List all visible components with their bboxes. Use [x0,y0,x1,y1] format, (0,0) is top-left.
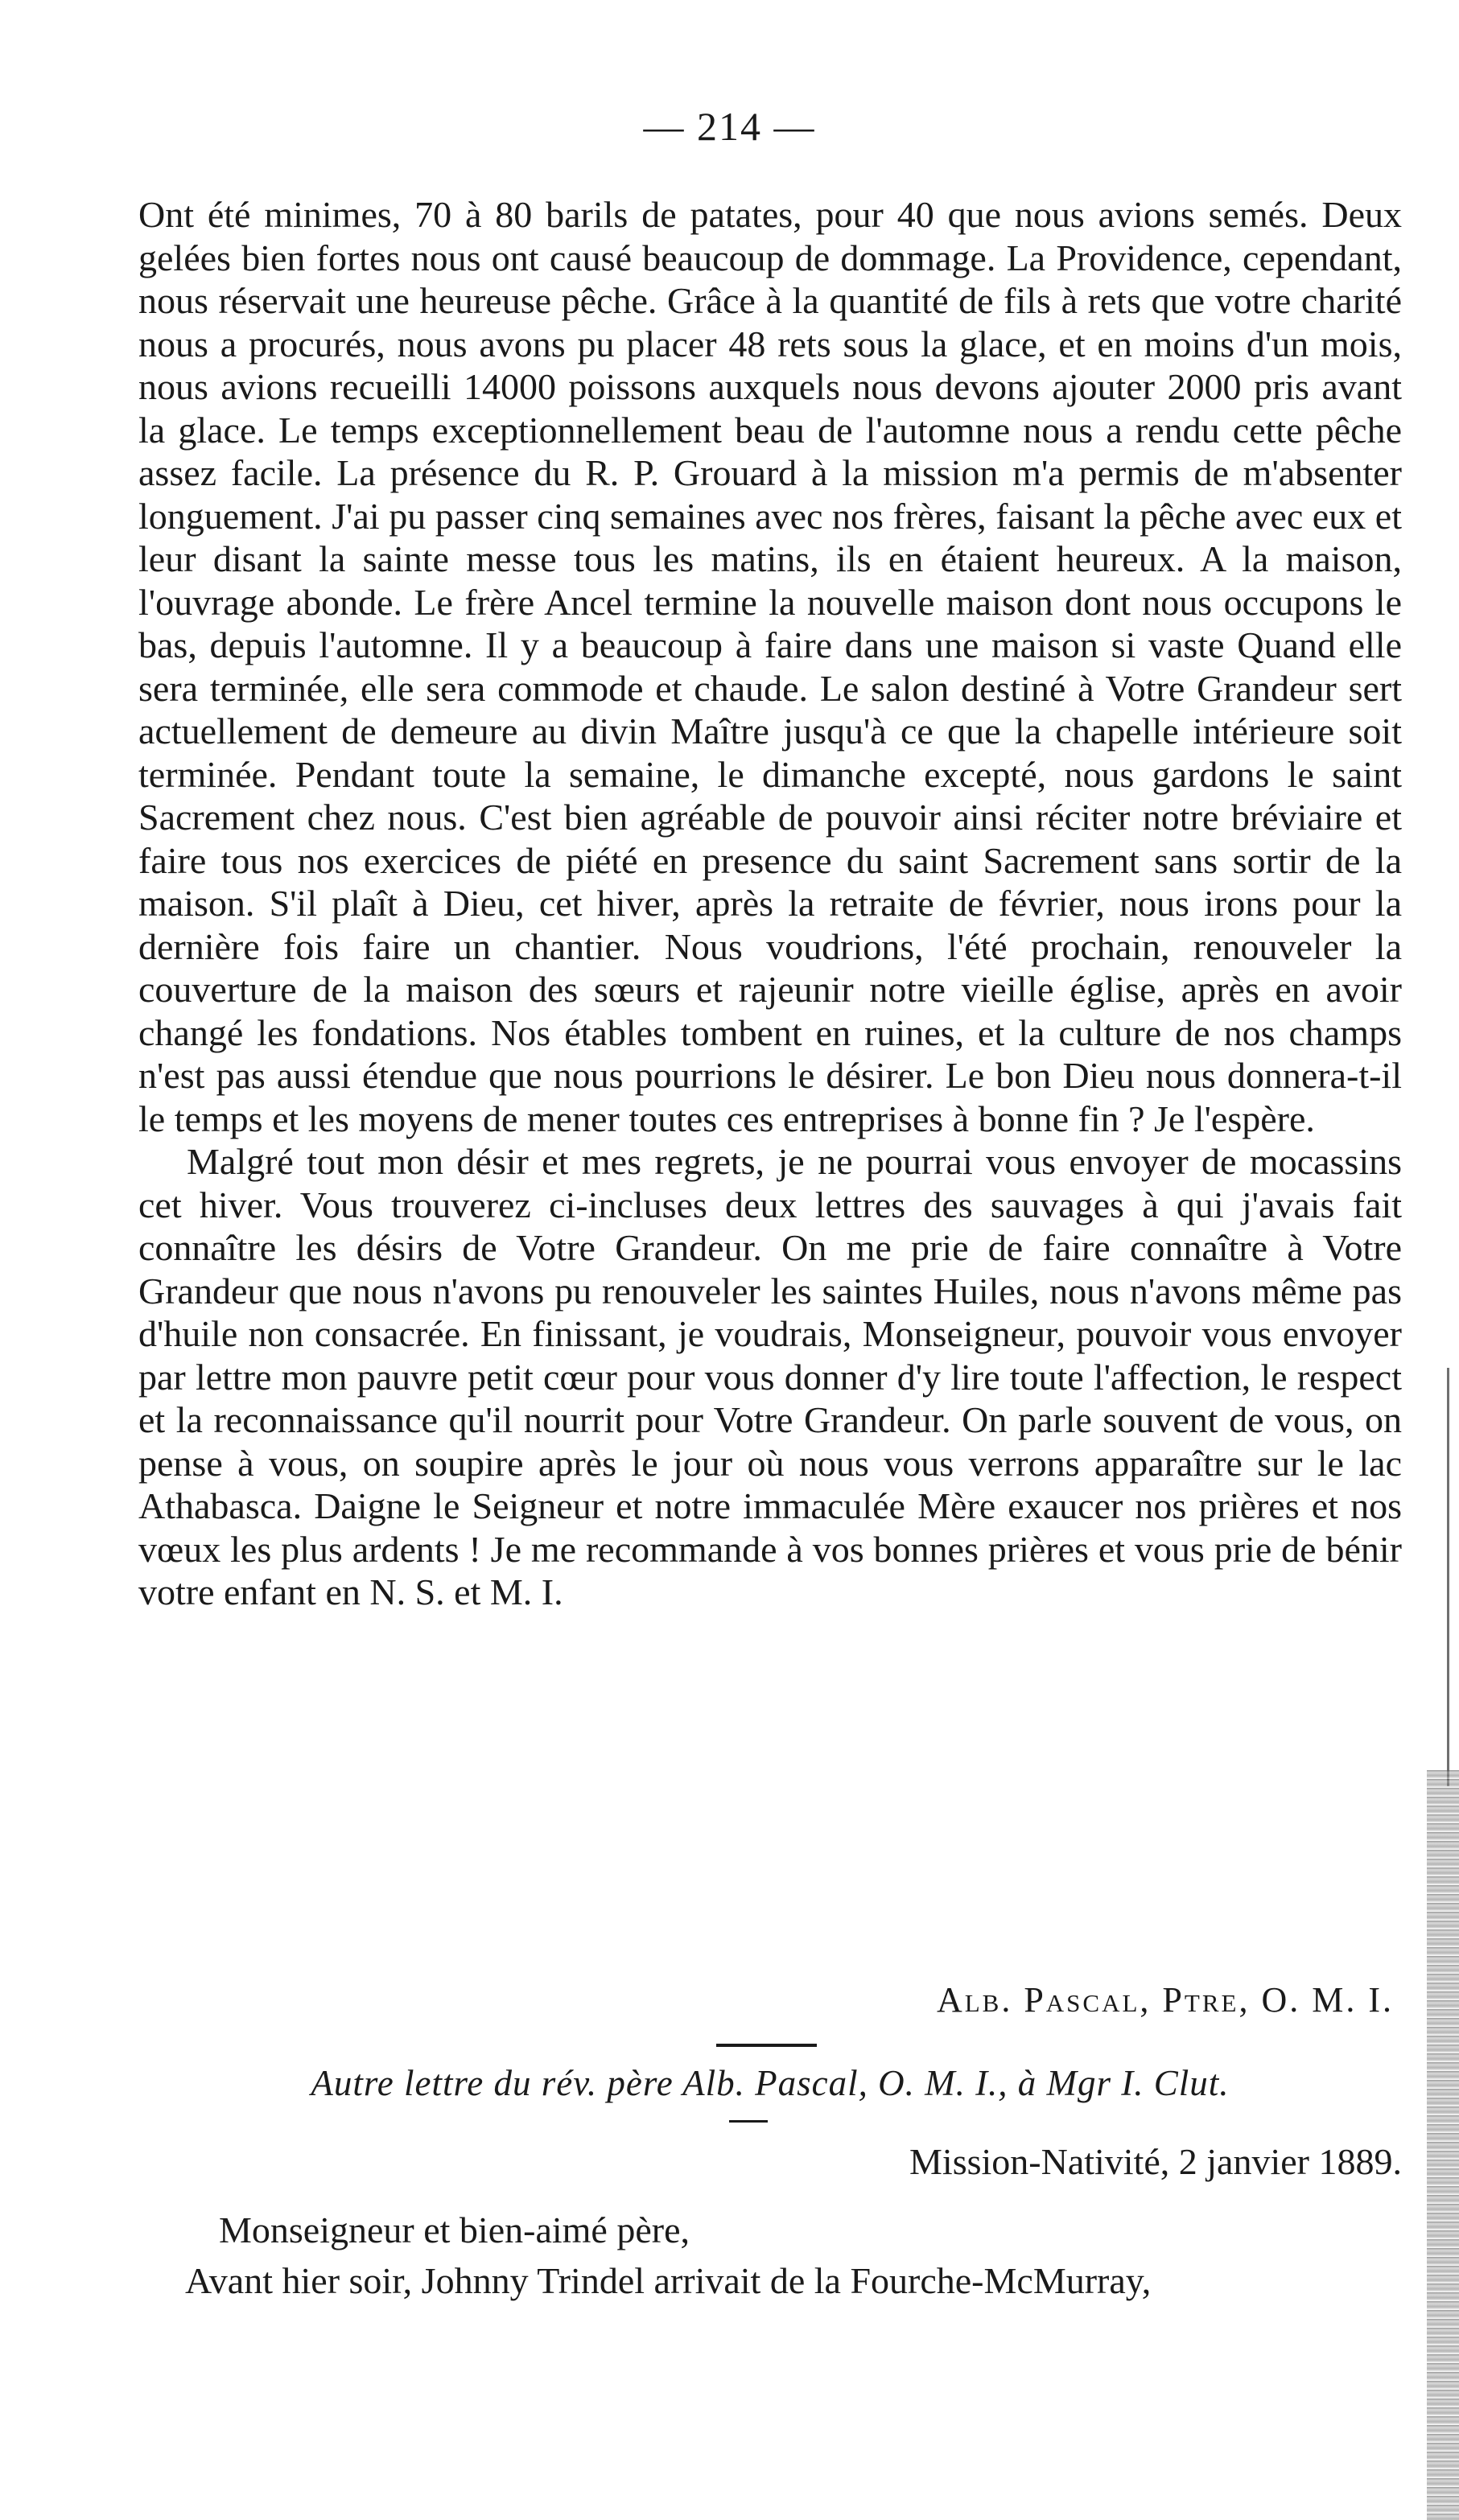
letter-opening-line: Avant hier soir, Johnny Trindel arrivait de la Fourche-McMurray, [185,2260,1152,2301]
body-paragraph-1: Ont été minimes, 70 à 80 barils de patates, pour 40 que nous avions semés. Deux gelées bien fortes nous ont causé beaucoup de dommage. La Providence, cependant, nous réservait une heureuse pêche. Grâce à la quantité de fils à rets que votre charité nous a procurés, nous avons pu placer 48 rets sous la glace, et en moins d'un mois, nous avions recueilli 14000 poissons auxquels nous devons ajouter 2000 pris avant la glace. Le temps exceptionnellement beau de l'automne nous a rendu cette pêche assez facile. La présence du R. P. Grouard à la mission m'a permis de m'absenter longuement. J'ai pu passer cinq semaines avec nos frères, faisant la pêche avec eux et leur disant la sainte messe tous les matins, ils en étaient heureux. A la maison, l'ouvrage abonde. Le frère Ancel termine la nouvelle maison dont nous occupons le bas, depuis l'automne. Il y a beaucoup à faire dans une maison si vaste Quand elle sera terminée, elle sera commode et chaude. Le salon destiné à Votre Grandeur sert actuellement de demeure au divin Maître jusqu'à ce que la chapelle intérieure soit terminée. Pendant toute la semaine, le dimanche excepté, nous gardons le saint Sacrement chez nous. C'est bien agréable de pouvoir ainsi réciter notre bréviaire et faire tous nos exercices de piété en presence du saint Sacrement sans sortir de la maison. S'il plaît à Dieu, cet hiver, après la retraite de février, nous irons pour la dernière fois faire un chantier. Nous voudrions, l'été prochain, renouveler la couverture de la maison des sœurs et rajeunir notre vieille église, après en avoir changé les fondations. Nos étables tombent en ruines, et la culture de nos champs n'est pas aussi étendue que nous pourrions le désirer. Le bon Dieu nous donnera-t-il le temps et les moyens de mener toutes ces entreprises à bonne fin ? Je l'espère. [138,194,1402,1139]
scan-edge-line [1447,1368,1449,1786]
page-number: — 214 — [643,104,816,149]
letter-dateline: Mission-Nativité, 2 janvier 1889. [909,2141,1402,2182]
scan-edge-artifact [1427,1770,1459,2520]
next-letter-heading: Autre lettre du rév. père Alb. Pascal, O. M. I., à Mgr I. Clut. [311,2063,1230,2103]
body-paragraph-2: Malgré tout mon désir et mes regrets, je ne pourrai vous envoyer de mocassins cet hiver. Vous trouverez ci-incluses deux lettres des sauvages à qui j'avais fait connaître les désirs de Votre Grandeur. On me prie de faire connaître à Votre Grandeur que nous n'avons pu renouveler les saintes Huiles, nous n'avons même pas d'huile non consacrée. En finissant, je voudrais, Monseigneur, pouvoir vous envoyer par lettre mon pauvre petit cœur pour vous donner d'y lire toute l'affection, le respect et la reconnaissance qu'il nourrit pour Votre Grandeur. On parle souvent de vous, on pense à vous, on soupire après le jour où nous vous verrons apparaître sur le lac Athabasca. Daigne le Seigneur et notre immaculée Mère exaucer nos prières et nos vœux les plus ardents ! Je me recommande à vos bonnes prières et vous prie de bénir votre enfant en N. S. et M. I. [138,1141,1402,1612]
section-divider [716,2044,817,2047]
letter-salutation: Monseigneur et bien-aimé père, [219,2209,690,2250]
letter-signature: Alb. Pascal, Ptre, O. M. I. [936,1980,1394,2020]
letter-body [138,193,1402,1614]
heading-divider [729,2120,768,2123]
